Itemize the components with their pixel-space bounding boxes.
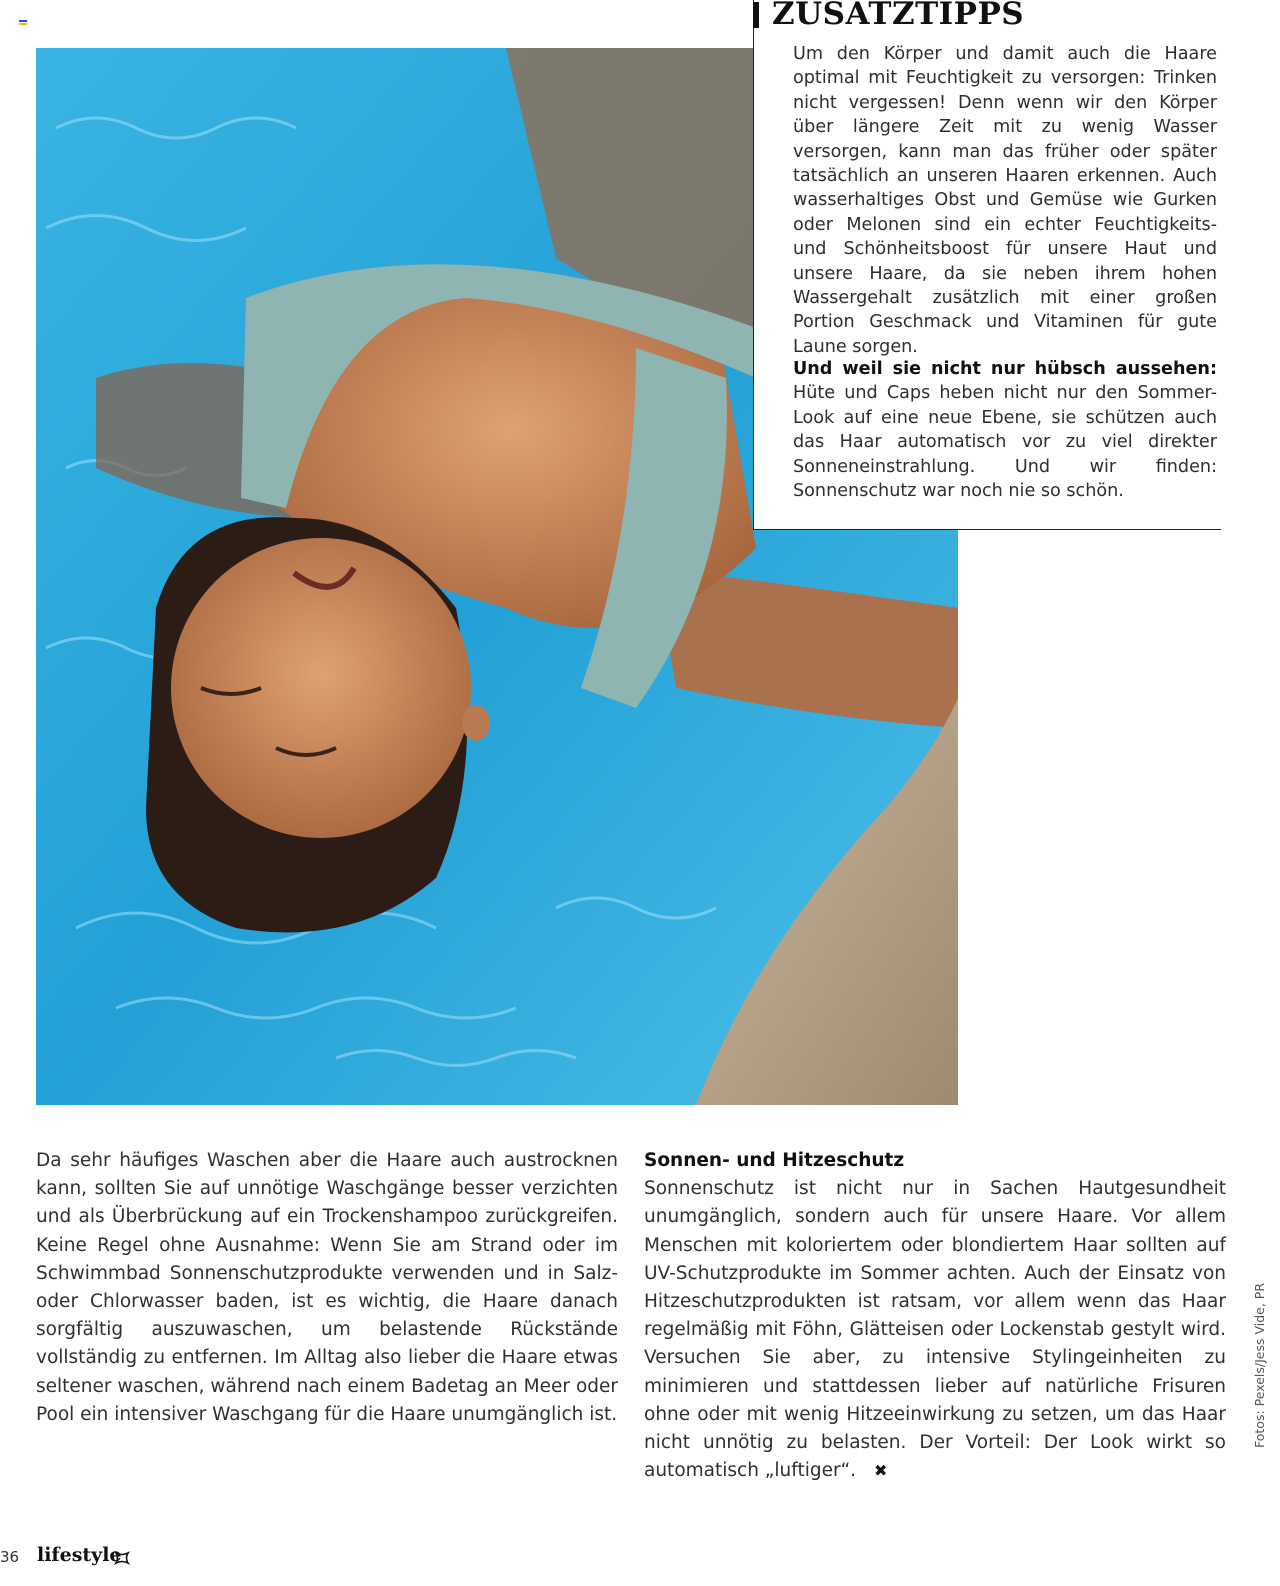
brand-frame-icon [114, 1550, 130, 1566]
page-number: 36 [0, 1548, 20, 1566]
tips-title-bar [753, 2, 759, 28]
tips-paragraph-2-lead: Und weil sie nicht nur hübsch aussehen: [793, 359, 1217, 379]
end-mark-icon: ✖ [874, 1461, 888, 1481]
ear [462, 705, 490, 741]
corner-mark [19, 20, 27, 26]
body-left-column: Da sehr häufiges Waschen aber die Haare auch austrocknen kann, sollten Sie auf unnötige Waschgänge besser verzichten und als Überbrückung auf ein Trockenshampoo zurückgreifen. Keine Regel ohne Ausnahme: Wenn Sie am Strand oder im Schwimmbad Sonnenschutzprodukte verwenden und in Salz- oder Chlorwasser baden, ist es wichtig, die Haare danach sorgfältig auszuwaschen, um belastende Rückstände vollständig zu entfernen. Im Alltag also lieber die Haare etwas seltener waschen, während nach einem Badetag an Meer oder Pool ein intensiver Waschgang für die Haare unumgänglich ist. [36, 1150, 618, 1425]
tips-title: ZUSATZTIPPS [772, 0, 1025, 32]
tips-paragraph-1: Um den Körper und damit auch die Haare optimal mit Feuchtigkeit zu versorgen: Trinken nicht vergessen! Denn wenn wir den Körper über längere Zeit mit zu wenig Wasser versorgen, kann man das früher oder später tatsächlich an unseren Haaren erkennen. Auch wasserhaltiges Obst und Gemüse wie Gurken oder Melonen sind ein echter Feuchtigkeits- und Schönheitsboost für unsere Haut und unsere Haare, da sie neben ihrem hohen Wassergehalt zusätzlich mit einer großen Portion Geschmack und Vitaminen für gute Laune sorgen. [793, 44, 1217, 357]
body-right-column [644, 1147, 1226, 1485]
tips-paragraph-2 [793, 357, 1217, 503]
section-heading-sun-protection: Sonnen- und Hitzeschutz [644, 1150, 905, 1171]
photo-credit: Fotos: Pexels/Jess Vide, PR [1252, 1282, 1267, 1448]
tips-paragraph-2-text: Hüte und Caps heben nicht nur den Sommer-Look auf eine neue Ebene, sie schützen auch das Haar automatisch vor zu viel direkter Sonneneinstrahlung. Und wir finden: Sonnenschutz war noch nie so schön. [793, 383, 1217, 502]
sun-protection-text: Sonnenschutz ist nicht nur in Sachen Hautgesundheit unumgänglich, sondern auch für unsere Haare. Vor allem Menschen mit koloriertem oder blondiertem Haar sollten auf UV-Schutzprodukte im Sommer achten. Auch der Einsatz von Hitzeschutzprodukten ist ratsam, vor allem wenn das Haar regelmäßig mit Föhn, Glätteisen oder Lockenstab gestylt wird. Versuchen Sie aber, zu intensive Stylingeinheiten zu minimieren und stattdessen lieber auf natürliche Frisuren ohne oder mit wenig Hitzeeinwirkung zu setzen, um das Haar nicht unnötig zu belasten. Der Vorteil: Der Look wirkt so automatisch „luftiger“. [644, 1178, 1226, 1482]
brand-logo: lifestyle [37, 1544, 122, 1566]
face [171, 538, 471, 838]
